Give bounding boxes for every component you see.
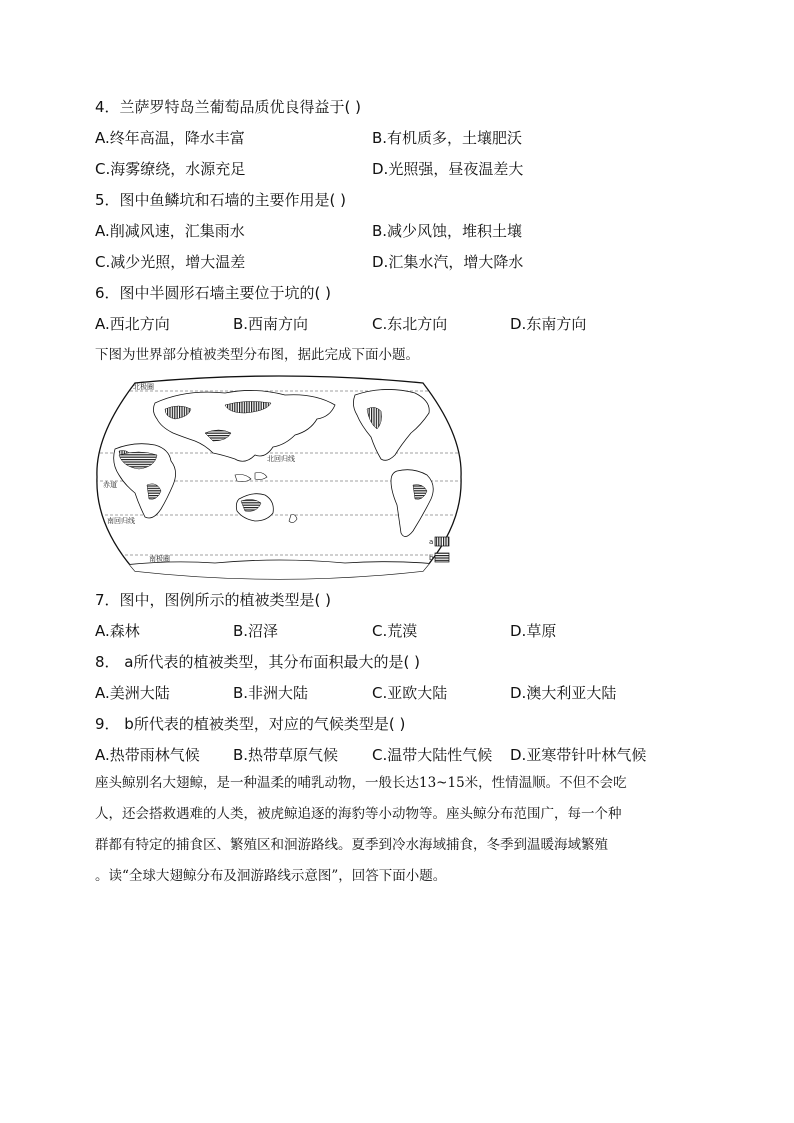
q9-option-c: C.温带大陆性气候: [372, 746, 493, 764]
q6-option-b: B.西南方向: [233, 315, 309, 333]
q5-option-b: B.减少风蚀，堆积土壤: [372, 222, 523, 240]
q7-option-d: D.草原: [510, 622, 557, 640]
q5-stem: 5．图中鱼鳞坑和石墙的主要作用是( ): [95, 191, 347, 209]
q8-option-b: B.非洲大陆: [233, 684, 309, 702]
q7-option-a: A.森林: [95, 622, 140, 640]
q7-option-c: C.荒漠: [372, 622, 418, 640]
q8-option-c: C.亚欧大陆: [372, 684, 448, 702]
antarctic-label: 南极圈: [149, 555, 170, 563]
whale-passage-line-1: 座头鲸别名大翅鲸，是一种温柔的哺乳动物，一般长达13~15米，性情温顺。不但不会吃: [95, 775, 627, 791]
q5-option-c: C.减少光照，增大温差: [95, 253, 246, 271]
map-intro: 下图为世界部分植被类型分布图，据此完成下面小题。: [95, 347, 419, 363]
q6-option-d: D.东南方向: [510, 315, 587, 333]
tropic-cancer-label: 北回归线: [267, 455, 295, 463]
legend-b-label: b: [429, 554, 434, 562]
legend-b-swatch: [435, 553, 449, 562]
whale-passage-line-2: 人，还会搭救遇难的人类，被虎鲸追逐的海豹等小动物等。座头鲸分布范围广，每一个种: [95, 806, 622, 822]
arctic-label: 北极圈: [133, 383, 154, 391]
q9-stem: 9． b所代表的植被类型，对应的气候类型是( ): [95, 715, 406, 733]
q5-option-a: A.削减风速，汇集雨水: [95, 222, 245, 240]
q8-stem: 8． a所代表的植被类型，其分布面积最大的是( ): [95, 653, 420, 671]
antarctica-continent: [95, 560, 463, 580]
whale-passage-line-4: 。读“全球大翅鲸分布及洄游路线示意图”，回答下面小题。: [95, 868, 447, 884]
q7-stem: 7．图中，图例所示的植被类型是( ): [95, 591, 332, 609]
whale-passage-line-3: 群都有特定的捕食区、繁殖区和洄游路线。夏季到冷水海域捕食，冬季到温暖海域繁殖: [95, 837, 608, 853]
tropic-capricorn-label: 南回归线: [107, 517, 135, 525]
q6-option-c: C.东北方向: [372, 315, 448, 333]
world-vegetation-map: [95, 375, 463, 580]
equator-label: 赤道: [103, 481, 117, 489]
q6-option-a: A.西北方向: [95, 315, 170, 333]
legend-a-swatch: [435, 537, 449, 546]
q8-option-a: A.美洲大陆: [95, 684, 170, 702]
q8-option-d: D.澳大利亚大陆: [510, 684, 617, 702]
q9-option-a: A.热带雨林气候: [95, 746, 200, 764]
legend-a-label: a: [429, 538, 434, 546]
q6-stem: 6．图中半圆形石墙主要位于坑的( ): [95, 284, 332, 302]
whale-passage: [95, 768, 705, 892]
q4-option-d: D.光照强，昼夜温差大: [372, 160, 524, 178]
q9-option-d: D.亚寒带针叶林气候: [510, 746, 647, 764]
q9-option-b: B.热带草原气候: [233, 746, 339, 764]
q7-option-b: B.沼泽: [233, 622, 279, 640]
q4-stem: 4．兰萨罗特岛兰葡萄品质优良得益于( ): [95, 98, 362, 116]
q5-option-d: D.汇集水汽，增大降水: [372, 253, 524, 271]
q4-option-c: C.海雾缭绕，水源充足: [95, 160, 246, 178]
q4-option-a: A.终年高温，降水丰富: [95, 129, 245, 147]
q4-option-b: B.有机质多，土壤肥沃: [372, 129, 523, 147]
